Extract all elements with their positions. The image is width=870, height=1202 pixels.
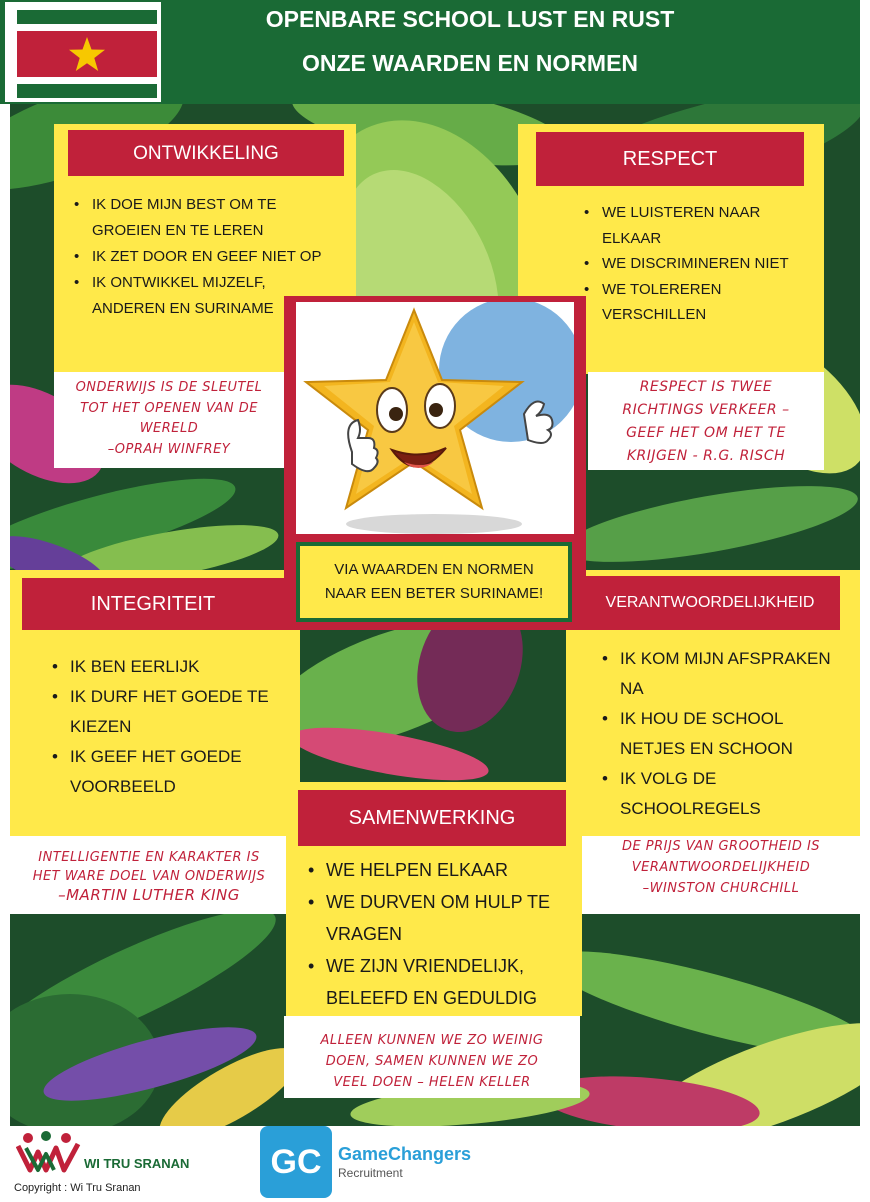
verantwoordelijkheid-list bbox=[600, 644, 836, 824]
list-item: • WE DISCRIMINEREN NIET bbox=[582, 251, 812, 277]
quote-line: –MARTIN LUTHER KING bbox=[58, 886, 240, 904]
verantwoordelijkheid-quote bbox=[582, 836, 860, 914]
list-item: • WE TOLEREREN VERSCHILLEN bbox=[582, 277, 812, 328]
quote-line: GEEF HET OM HET TE bbox=[626, 425, 786, 441]
quote-line: INTELLIGENTIE EN KARAKTER IS bbox=[38, 850, 260, 865]
list-item: • IK GEEF HET GOEDE VOORBEELD bbox=[50, 742, 290, 802]
center-panel bbox=[284, 296, 586, 630]
quote-line: RICHTINGS VERKEER – bbox=[622, 402, 790, 418]
integriteit-list bbox=[50, 652, 290, 802]
list-item: • WE LUISTEREN NAAR ELKAAR bbox=[582, 200, 812, 251]
list-item: • IK HOU DE SCHOOL NETJES EN SCHOON bbox=[600, 704, 836, 764]
gc-sub: Recruitment bbox=[338, 1166, 403, 1180]
respect-quote bbox=[588, 372, 824, 470]
samenwerking-quote bbox=[284, 1016, 580, 1098]
header-bar bbox=[0, 0, 860, 104]
quote-line: TOT HET OPENEN VAN DE bbox=[80, 400, 258, 416]
list-item: • IK ZET DOOR EN GEEF NIET OP bbox=[72, 244, 342, 270]
quote-line: RESPECT IS TWEE bbox=[639, 379, 773, 395]
gc-mark: GC bbox=[270, 1143, 322, 1181]
flag-frame bbox=[5, 2, 161, 102]
list-item: • WE HELPEN ELKAAR bbox=[306, 854, 582, 886]
quote-line: ALLEEN KUNNEN WE ZO WEINIG bbox=[320, 1033, 544, 1048]
wi-tru-sranan-logo-icon bbox=[16, 1130, 86, 1174]
wts-name: WI TRU SRANAN bbox=[84, 1156, 190, 1171]
footer bbox=[0, 1126, 870, 1202]
quote-line: DOEN, SAMEN KUNNEN WE ZO bbox=[325, 1054, 539, 1069]
star-illustration bbox=[296, 302, 574, 534]
copyright-text: Copyright : Wi Tru Sranan bbox=[14, 1182, 141, 1194]
list-item: • WE ZIJN VRIENDELIJK, BELEEFD EN GEDULDIG bbox=[306, 950, 582, 1014]
slogan-line-1: VIA WAARDEN EN NORMEN bbox=[334, 561, 534, 578]
title-line-1: OPENBARE SCHOOL LUST EN RUST bbox=[265, 6, 675, 32]
integriteit-heading: INTEGRITEIT bbox=[22, 578, 284, 630]
gamechangers-logo-icon bbox=[260, 1126, 332, 1198]
samenwerking-list bbox=[306, 854, 582, 1014]
slogan-line-2: NAAR EEN BETER SURINAME! bbox=[324, 585, 544, 602]
list-item: • IK KOM MIJN AFSPRAKEN NA bbox=[600, 644, 836, 704]
ontwikkeling-heading: ONTWIKKELING bbox=[68, 130, 344, 176]
title-line-2: ONZE WAARDEN EN NORMEN bbox=[301, 50, 639, 76]
list-item: • IK VOLG DE SCHOOLREGELS bbox=[600, 764, 836, 824]
quote-line: ONDERWIJS IS DE SLEUTEL bbox=[75, 380, 263, 395]
quote-line: VEEL DOEN – HELEN KELLER bbox=[333, 1075, 531, 1090]
samenwerking-heading: SAMENWERKING bbox=[298, 790, 566, 846]
list-item: • IK BEN EERLIJK bbox=[50, 652, 290, 682]
list-item: • IK ONTWIKKEL MIJZELF, ANDEREN EN SURINAME bbox=[72, 270, 342, 322]
verantwoordelijkheid-heading: VERANTWOORDELIJKHEID bbox=[580, 576, 840, 630]
slogan-text bbox=[300, 546, 568, 618]
list-item: • IK DURF HET GOEDE TE KIEZEN bbox=[50, 682, 290, 742]
ontwikkeling-quote bbox=[54, 372, 284, 468]
quote-line: HET WARE DOEL VAN ONDERWIJS bbox=[32, 869, 266, 884]
quote-line: –OPRAH WINFREY bbox=[107, 441, 231, 457]
list-item: • WE DURVEN OM HULP TE VRAGEN bbox=[306, 886, 582, 950]
quote-line: DE PRIJS VAN GROOTHEID IS bbox=[621, 839, 821, 854]
suriname-flag-icon bbox=[17, 10, 157, 98]
respect-heading: RESPECT bbox=[536, 132, 804, 186]
respect-list bbox=[582, 200, 812, 328]
list-item: • IK DOE MIJN BEST OM TE GROEIEN EN TE LEREN bbox=[72, 192, 342, 244]
quote-line: VERANTWOORDELIJKHEID bbox=[631, 860, 811, 875]
smiling-star-icon bbox=[296, 302, 574, 534]
quote-line: WERELD bbox=[139, 421, 199, 436]
quote-line: KRIJGEN - R.G. RISCH bbox=[626, 448, 786, 464]
gc-name: GameChangers bbox=[338, 1144, 472, 1164]
quote-line: –WINSTON CHURCHILL bbox=[642, 881, 800, 896]
integriteit-quote bbox=[10, 836, 288, 914]
slogan-box bbox=[296, 542, 572, 622]
